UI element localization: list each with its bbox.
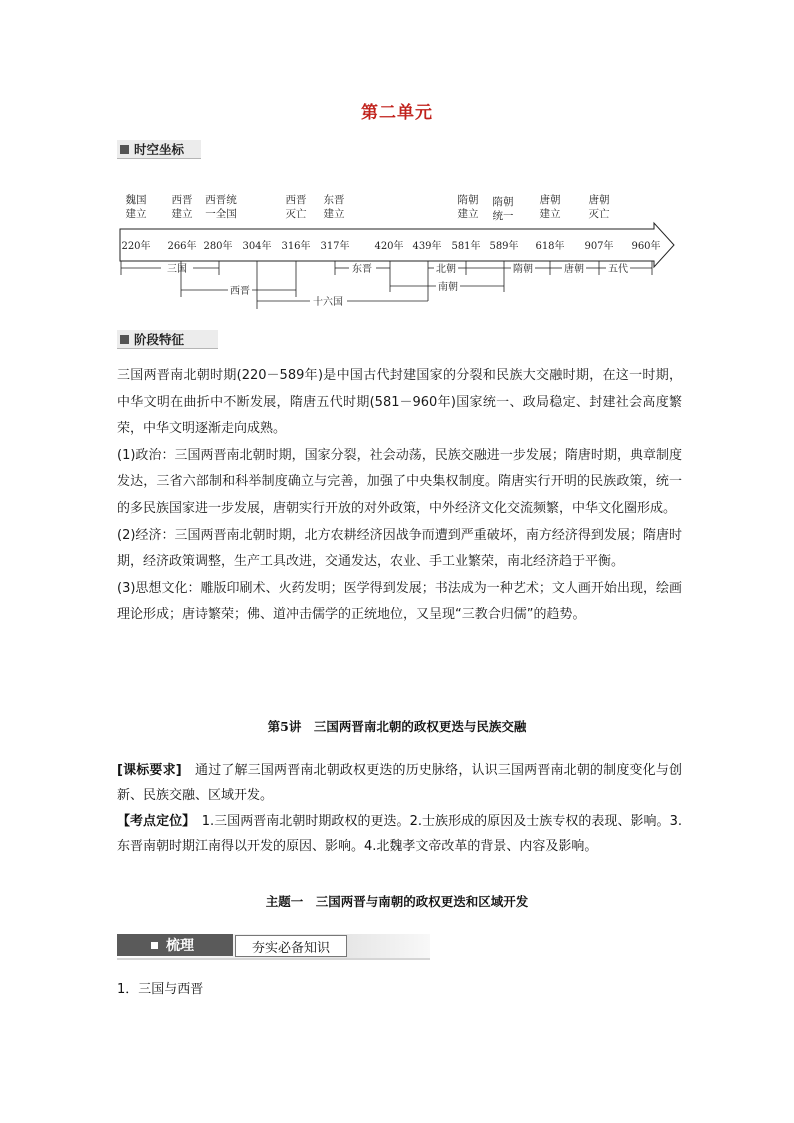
features-paragraph: (1)政治：三国两晋南北朝时期，国家分裂，社会动荡，民族交融进一步发展；隋唐时期，典章制度发达，三省六部制和科举制度确立与完善，加强了中央集权制度。隋唐实行开明的民族政策，统一的多民族国家进一步发展，唐朝实行开放的对外政策，中外经济文化交流频繁，中华文化圈形成。 [117, 447, 682, 516]
period-label-shiliuguo: 十六国 [313, 297, 343, 308]
section-tag-label: 时空坐标 [134, 142, 185, 157]
year-label: 304年 [242, 241, 272, 252]
requirement-label: [课标要求] [117, 763, 182, 778]
period-label-nanchao: 南朝 [438, 282, 458, 293]
section-tag-features [117, 330, 218, 349]
year-label: 220年 [121, 241, 151, 252]
year-label: 589年 [489, 241, 519, 252]
event-label-1: 东晋 [323, 194, 345, 206]
curriculum-requirement [117, 758, 682, 808]
period-label-tangchao: 唐朝 [564, 264, 584, 275]
banner-sub: 夯实必备知识 [235, 935, 347, 957]
event-label-2: 一全国 [205, 208, 237, 220]
unit-title: 第二单元 [361, 103, 433, 123]
event-label-1: 唐朝 [588, 194, 610, 206]
event-label-1: 唐朝 [539, 194, 561, 206]
event-label-2: 建立 [171, 208, 193, 220]
review-banner [117, 934, 430, 960]
year-label: 317年 [320, 241, 350, 252]
exam-points [117, 809, 682, 859]
event-label-2: 建立 [125, 208, 147, 220]
lesson-title: 第5讲 三国两晋南北朝的政权更迭与民族交融 [267, 719, 527, 734]
event-label-2: 灭亡 [285, 208, 307, 220]
timeline-diagram [0, 0, 794, 330]
event-label-2: 统一 [492, 210, 514, 222]
event-label-1: 西晋统 [205, 194, 237, 206]
period-label-beichao: 北朝 [436, 264, 456, 275]
period-label-sanguo: 三国 [167, 264, 187, 275]
features-body [117, 363, 682, 629]
list-item-heading: 1．三国与西晋 [117, 982, 204, 997]
period-label-wudai: 五代 [608, 264, 628, 275]
period-label-dongjin: 东晋 [352, 264, 372, 275]
year-label: 439年 [412, 241, 442, 252]
year-label: 581年 [451, 241, 481, 252]
requirement-text: 通过了解三国两晋南北朝政权更迭的历史脉络，认识三国两晋南北朝的制度变化与创新、民族交融、区域开发。 [117, 763, 682, 803]
year-label: 266年 [167, 241, 197, 252]
theme-title: 主题一 三国两晋与南朝的政权更迭和区域开发 [265, 894, 529, 909]
event-labels [126, 193, 610, 222]
event-label-2: 建立 [457, 208, 479, 220]
section-tag-label: 阶段特征 [134, 332, 185, 347]
requirements-block [117, 758, 682, 860]
banner-main-label: 梳理 [166, 938, 194, 954]
features-paragraph: (3)思想文化：雕版印刷术、火药发明；医学得到发展；书法成为一种艺术；文人画开始出现，绘画理论形成；唐诗繁荣；佛、道冲击儒学的正统地位，又呈现“三教合归儒”的趋势。 [117, 580, 682, 623]
exam-points-label: 【考点定位】 [117, 814, 189, 829]
year-label: 316年 [281, 241, 311, 252]
square-icon [120, 335, 129, 344]
year-label: 420年 [374, 241, 404, 252]
year-label: 907年 [584, 241, 614, 252]
event-label-2: 灭亡 [588, 208, 610, 220]
event-label-2: 建立 [539, 208, 561, 220]
event-label-1: 西晋 [171, 194, 193, 206]
year-label: 618年 [535, 241, 565, 252]
event-label-1: 隋朝 [457, 194, 479, 206]
event-label-1: 西晋 [285, 194, 307, 206]
period-label-xijin: 西晋 [230, 286, 250, 297]
year-label: 280年 [203, 241, 233, 252]
features-paragraph: 三国两晋南北朝时期(220－589年)是中国古代封建国家的分裂和民族大交融时期，在这一时期，中华文明在曲折中不断发展，隋唐五代时期(581－960年)国家统一、政局稳定、封建社会高度繁荣，中华文明逐渐走向成熟。 [117, 368, 682, 437]
banner-main [117, 934, 233, 956]
year-label: 960年 [631, 241, 661, 252]
period-label-suichao: 隋朝 [513, 264, 533, 275]
exam-points-text: 1.三国两晋南北朝时期政权的更迭。2.士族形成的原因及士族专权的表现、影响。3.东晋南朝时期江南得以开发的原因、影响。4.北魏孝文帝改革的背景、内容及影响。 [117, 814, 682, 854]
features-paragraph: (2)经济：三国两晋南北朝时期，北方农耕经济因战争而遭到严重破坏，南方经济得到发展；隋唐时期，经济政策调整，生产工具改进，交通发达，农业、手工业繁荣，南北经济趋于平衡。 [117, 527, 682, 570]
event-label-1: 魏国 [125, 194, 147, 206]
event-label-2: 建立 [323, 208, 345, 220]
square-icon [151, 942, 158, 949]
event-label-1: 隋朝 [492, 196, 514, 208]
